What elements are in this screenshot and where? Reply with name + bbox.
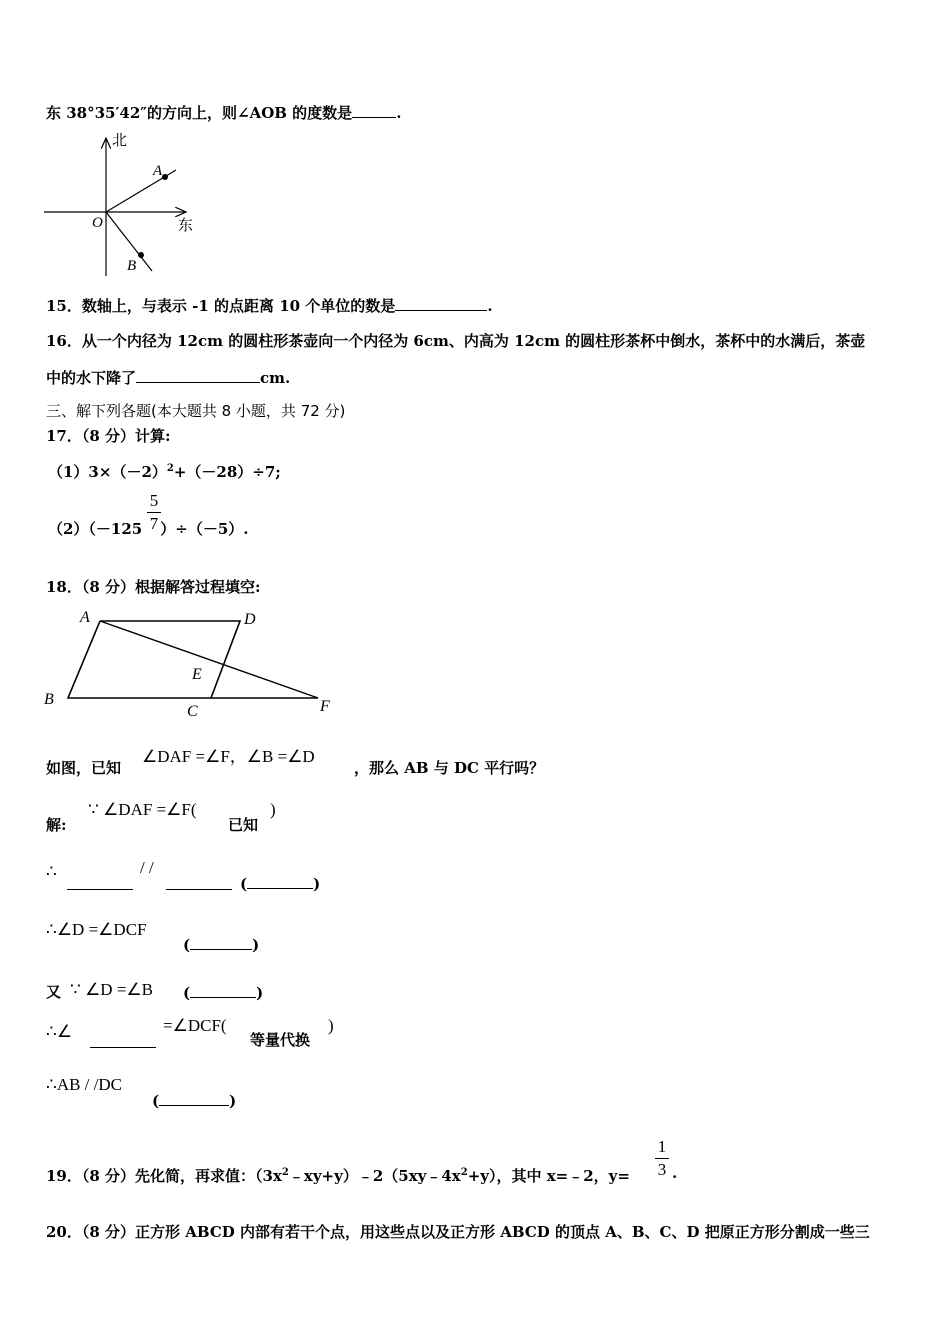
q19-part-c: +y），其中 x=﹣2，y= <box>467 1167 630 1185</box>
label-o: O <box>92 215 103 231</box>
q14-line <box>46 102 401 123</box>
q18-parallelogram-figure <box>40 602 350 720</box>
segment-af <box>100 621 318 698</box>
label-east: 东 <box>178 216 194 234</box>
q15-line <box>46 295 493 316</box>
label-b: B <box>127 258 137 274</box>
q18-step5-open: ( <box>152 1092 160 1110</box>
q18-step5-math: ∴AB / /DC <box>46 1075 122 1094</box>
q18-step1-reason <box>240 873 320 894</box>
q18-step1-close: ) <box>313 875 321 893</box>
q18-step1-blank1[interactable] <box>67 874 133 890</box>
q19-fraction-num: 1 <box>657 1137 667 1156</box>
q19-part-a: 19．（8 分）先化简，再求值：（3x <box>46 1167 282 1185</box>
q18-step2-math: ∴∠D =∠DCF <box>46 920 147 939</box>
q18-step4-math: =∠DCF( <box>163 1016 227 1035</box>
q17-part1-exponent: 2 <box>166 463 174 474</box>
q18-solution-math: ∵ ∠DAF =∠F( <box>88 800 197 819</box>
q16-line1: 16．从一个内径为 12cm 的圆柱形茶壶向一个内径为 6cm、内高为 12cm 的圆柱形茶杯中倒水，茶杯中的水满后，茶壶 <box>46 332 866 350</box>
q19-fraction <box>655 1137 669 1180</box>
q18-step3-you: 又 <box>46 983 62 1001</box>
q18-step3-reason <box>183 982 263 1003</box>
q18-step3-math: ∵ ∠D =∠B <box>70 980 153 999</box>
q18-solution-reason: 已知 <box>228 816 259 834</box>
q18-step1-reason-blank[interactable] <box>247 873 313 889</box>
q17-fraction-den: 7 <box>149 514 159 533</box>
q18-prompt-lead: 如图，已知 <box>46 759 122 777</box>
q17-fraction-num: 5 <box>149 491 159 510</box>
section3-title: 三、解下列各题(本大题共 8 小题，共 72 分) <box>46 402 346 420</box>
q18-step1-therefore: ∴ <box>46 862 57 881</box>
q14-blank[interactable] <box>352 102 396 118</box>
q16-unit: cm. <box>260 369 291 387</box>
q18-step2-open: ( <box>183 936 191 954</box>
q18-solution-label: 解: <box>46 816 67 834</box>
label-f: F <box>320 698 330 715</box>
q14-period: . <box>396 104 402 122</box>
q19-exponent2: 2 <box>460 1167 468 1178</box>
q18-step5-close: ) <box>229 1092 237 1110</box>
q18-step3-blank[interactable] <box>190 982 256 998</box>
q19-exponent1: 2 <box>281 1167 289 1178</box>
q18-step5-reason <box>152 1090 236 1111</box>
q19-period: . <box>672 1164 678 1182</box>
q15-blank[interactable] <box>395 295 487 311</box>
q17-part1 <box>48 459 281 482</box>
label-c: C <box>187 703 198 720</box>
q17-part2-rest: ）÷（－5）. <box>160 520 249 538</box>
q16-blank[interactable] <box>136 367 260 383</box>
q18-step4-angle: ∴∠ <box>46 1022 73 1041</box>
q17-part2-lead: （2）（－125 <box>48 520 143 538</box>
point-a-dot <box>162 174 168 180</box>
q19-fraction-den: 3 <box>657 1160 667 1179</box>
label-d: D <box>244 611 256 628</box>
parallelogram-abcd <box>68 621 240 698</box>
q18-prompt-math: ∠DAF =∠F，∠B =∠D <box>142 747 315 766</box>
q20-line: 20．（8 分）正方形 ABCD 内部有若干个点，用这些点以及正方形 ABCD 的顶点 A、B、C、D 把原正方形分割成一些三 <box>46 1223 870 1241</box>
q18-step4-close: ) <box>328 1016 334 1035</box>
q14-direction-figure <box>40 132 210 282</box>
label-e: E <box>192 666 202 683</box>
q18-step2-blank[interactable] <box>190 934 252 950</box>
q18-step5-blank[interactable] <box>159 1090 229 1106</box>
q18-step2-reason <box>183 934 259 955</box>
q16-text: 中的水下降了 <box>46 369 137 387</box>
q15-text: 15．数轴上，与表示 -1 的点距离 10 个单位的数是 <box>46 297 396 315</box>
q15-period: . <box>487 297 493 315</box>
q18-step3-open: ( <box>183 984 191 1002</box>
q17-part1-rest: +（－28）÷7; <box>173 463 281 481</box>
q16-line2 <box>46 367 290 388</box>
q18-step1-blank2[interactable] <box>166 874 232 890</box>
label-north: 北 <box>112 132 128 149</box>
label-a: A <box>153 163 163 179</box>
q17-title: 17．（8 分）计算: <box>46 427 171 445</box>
q18-step4-reason: 等量代换 <box>250 1031 311 1049</box>
label-a: A <box>80 609 90 626</box>
q19-part-b: ﹣xy+y）﹣2（5xy﹣4x <box>288 1167 461 1185</box>
q18-step1-open: ( <box>240 875 248 893</box>
q18-step2-close: ) <box>252 936 260 954</box>
q14-text: 东 38°35′42″的方向上，则∠AOB 的度数是 <box>46 104 353 122</box>
q18-solution-close: ) <box>270 800 276 819</box>
label-b: B <box>44 691 54 708</box>
q19-line <box>46 1163 630 1186</box>
q18-step4-blank[interactable] <box>90 1032 156 1048</box>
q17-part1-base: （1）3×（－2） <box>48 463 167 481</box>
q18-step1-parallel: / / <box>140 858 154 877</box>
q18-step3-close: ) <box>256 984 264 1002</box>
point-b-dot <box>138 252 144 258</box>
q18-title: 18．（8 分）根据解答过程填空: <box>46 578 261 596</box>
q17-fraction <box>147 491 161 534</box>
q18-prompt-question: ，那么 AB 与 DC 平行吗？ <box>354 759 545 777</box>
